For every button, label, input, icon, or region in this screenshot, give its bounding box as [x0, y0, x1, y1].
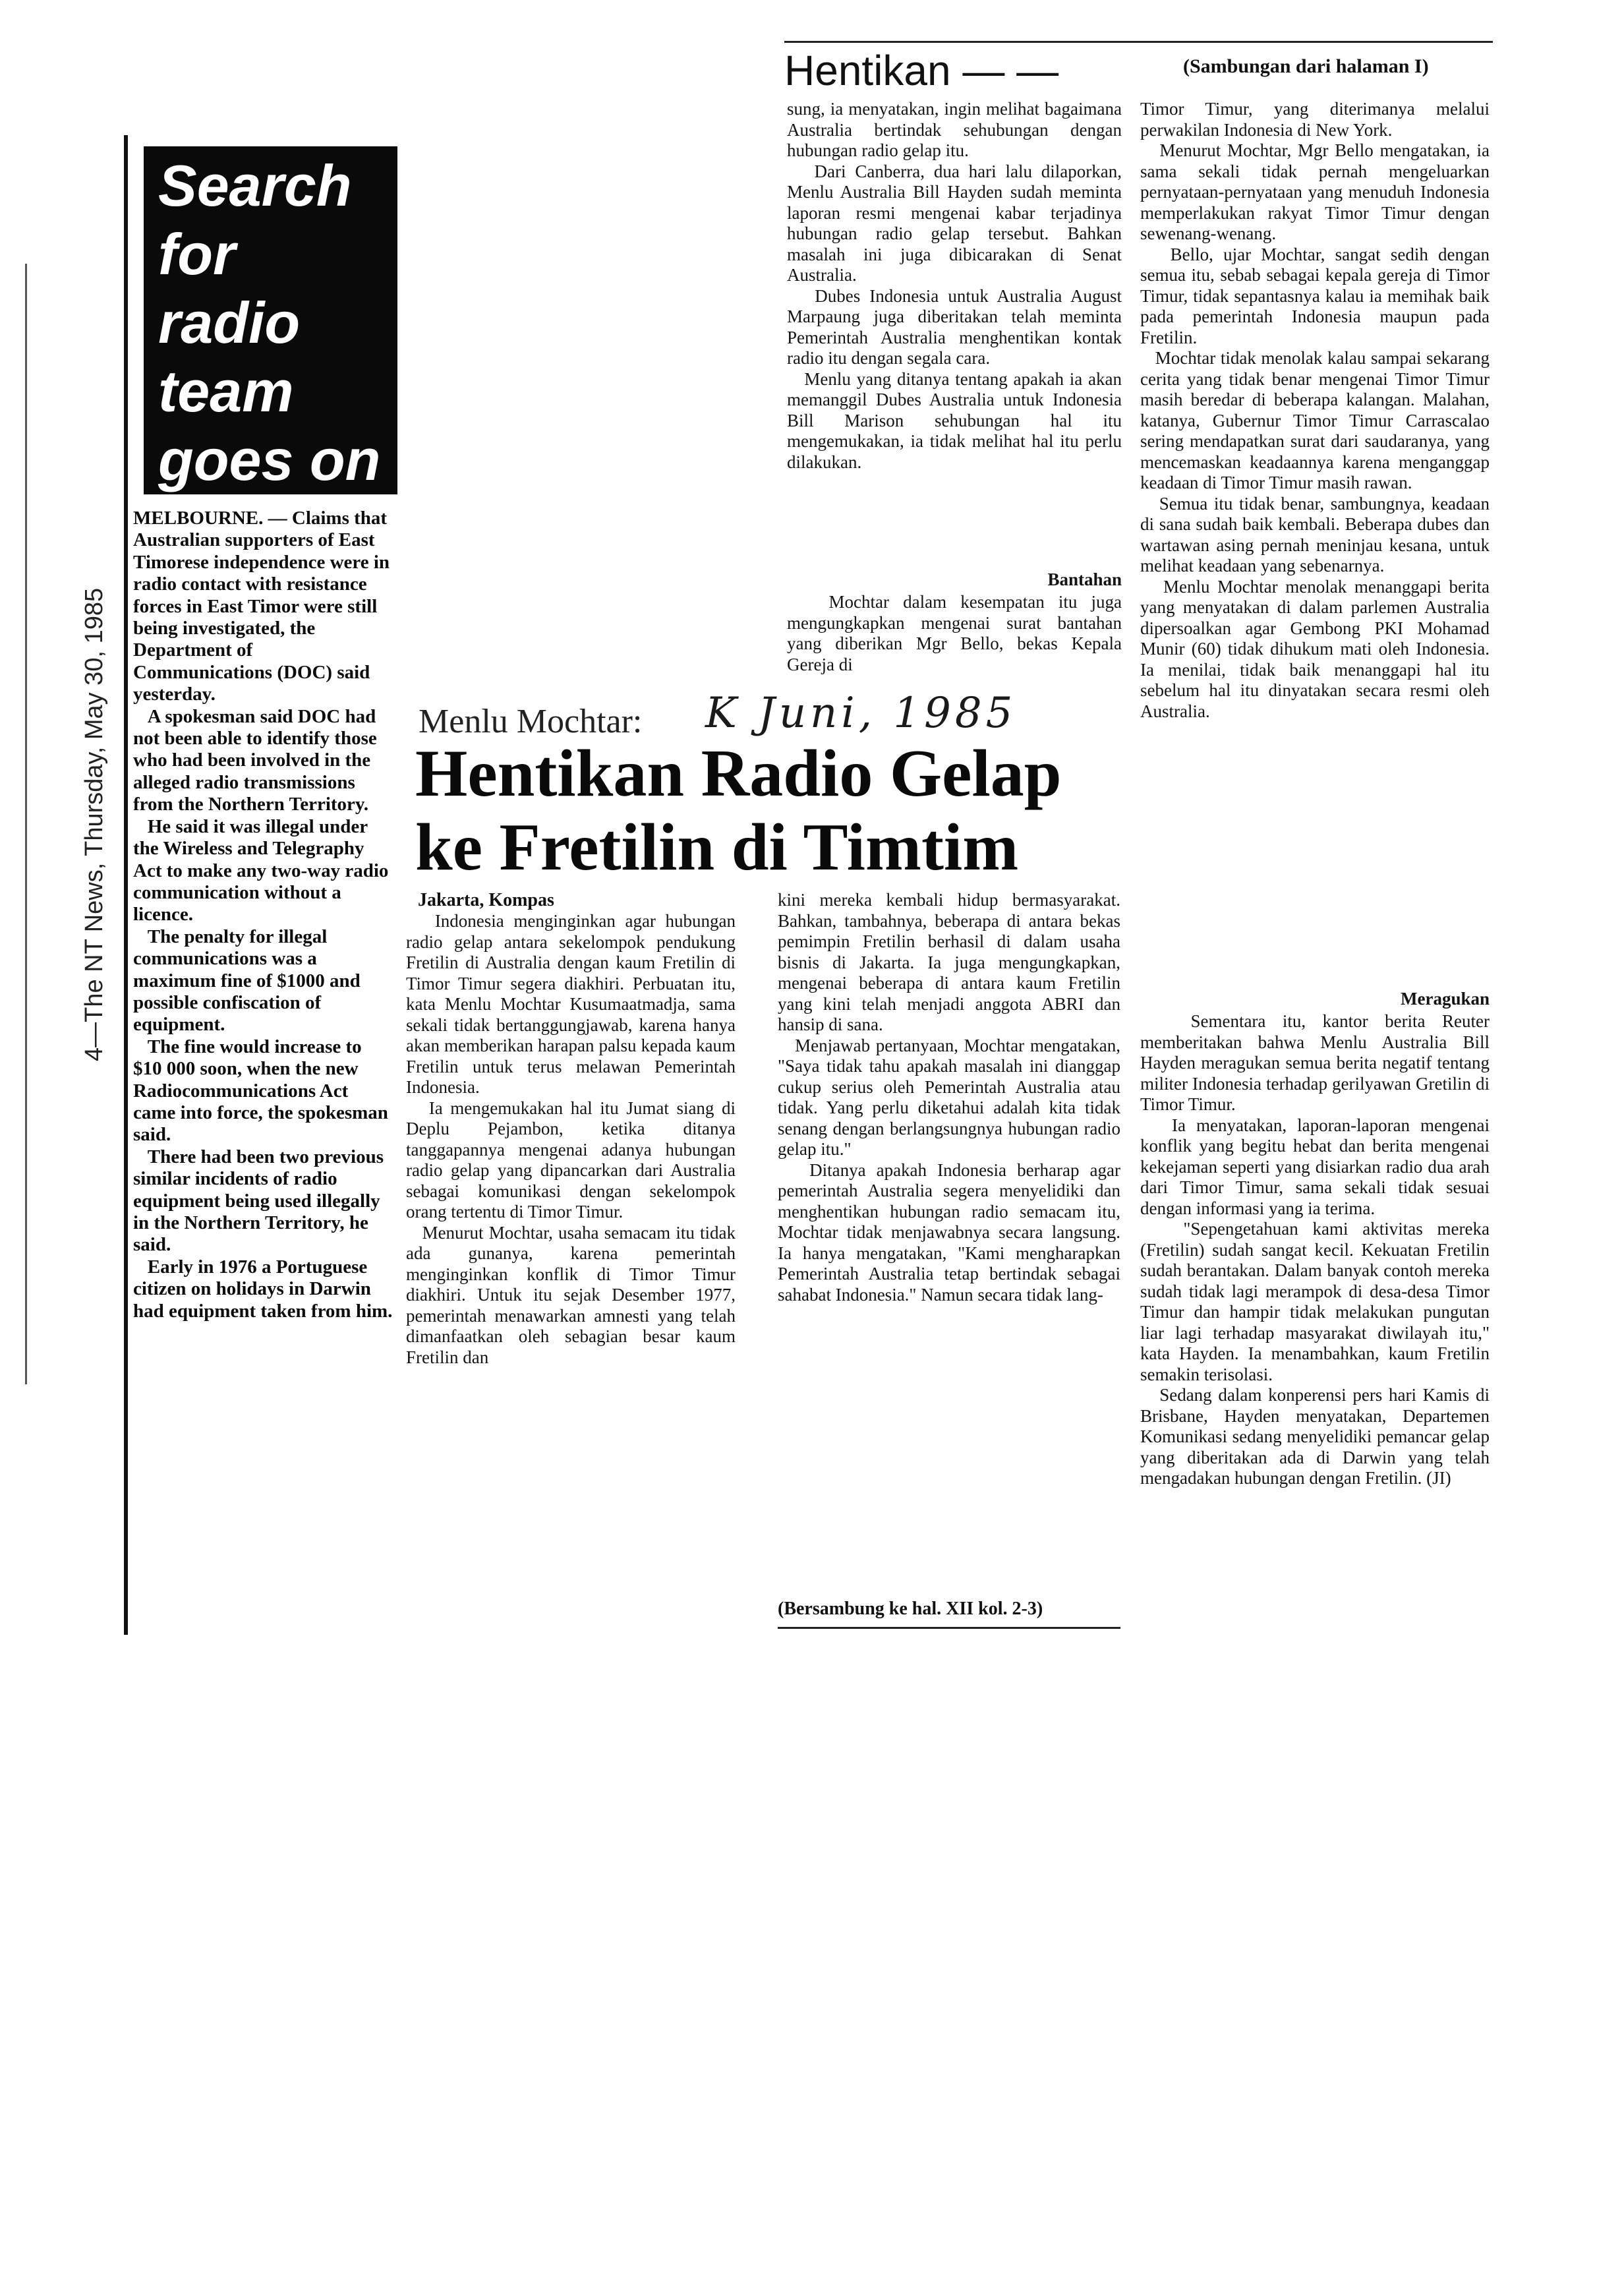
continuation-col2-b: Sementara itu, kantor berita Reuter memberitakan bahwa Menlu Australia Bill Hayden meragukan semua berita negatif tentang militer Indonesia terhadap gerilyawan Gretilin di Timor Timur. Ia menyatakan, laporan-laporan mengenai konflik yang begitu hebat dan berita mengenai kekejaman seperti yang disiarkan radio dua arah dari Timor Timur, sama sekali tidak sesuai dengan informasi yang ia terima. "Sepengetahuan kami aktivitas mereka (Fretilin) sudah sangat kecil. Kekuatan Fretilin sudah berantakan. Dalam banyak contoh mereka sudah tidak lagi merampok di desa-desa Timor Timur dan hampir tidak melakukan pungutan liar lagi terhadap masyarakat diwilayah itu," kata Hayden. Ia menambahkan, kaum Fretilin semakin terisolasi. Sedang dalam konperensi pers hari Kamis di Brisbane, Hayden menyatakan, Departemen Komunikasi sedang menyelidiki pemancar gelap yang diberitakan ada di Darwin yang telah mengadakan hubungan dengan Fretilin. (JI) [1140, 1011, 1490, 1488]
subhead-meragukan: Meragukan [1401, 989, 1490, 1009]
left-article-border [124, 135, 128, 1635]
subhead-bantahan: Bantahan [1047, 570, 1122, 589]
continuation-col1-a: sung, ia menyatakan, ingin melihat bagaimana Australia bertindak sehubungan dengan hubungan radio gelap itu. Dari Canberra, dua hari lalu dilaporkan, Menlu Australia Bill Hayden sudah meminta laporan resmi mengenai kabar terjadinya hubungan radio gelap tersebut. Bahkan masalah ini juga dibicarakan di Senat Australia. Dubes Indonesia untuk Australia August Marpaung juga diberitakan telah meminta Pemerintah Australia menghentikan kontak radio itu dengan segala cara. Menlu yang ditanya tentang apakah ia akan memanggil Dubes Australia untuk Indonesia Bill Marison sehubungan hal itu mengemukakan, ia tidak melihat hal itu perlu dilakukan. [787, 99, 1122, 472]
article-headline-line2: ke Fretilin di Timtim [415, 810, 1019, 885]
continued-note: (Bersambung ke hal. XII kol. 2-3) [778, 1599, 1043, 1619]
left-article-body: MELBOURNE. — Claims that Australian supporters of East Timorese independence were in radio contact with resistance forces in East Timor were still being investigated, the Department of Communications (DOC) said yesterday. A spokesman said DOC had not been able to identify those who had been involved in the alleged radio transmissions from the Northern Territory. He said it was illegal under the Wireless and Telegraphy Act to make any two-way radio communication without a licence. The penalty for illegal communications was a maximum fine of $1000 and possible confiscation of equipment. The fine would increase to $10 000 soon, when the new Radiocommunications Act came into force, the spokesman said. There had been two previous similar incidents of radio equipment being used illegally in the Northern Territory, he said. Early in 1976 a Portuguese citizen on holidays in Darwin had equipment taken from him. [133, 508, 393, 1322]
nt-news-dateline: 4—The NT News, Thursday, May 30, 1985 [80, 587, 108, 1061]
continuation-col1-b: Mochtar dalam kesempatan itu juga mengungkapkan mengenai surat bantahan yang diberikan Mgr Bello, bekas Kepala Gereja di [787, 592, 1126, 674]
handwritten-date-note: K Juni, 1985 [705, 689, 1017, 738]
search-radio-team-headline: Search for radio team goes on [144, 146, 397, 494]
article-col2: kini mereka kembali hidup bermasyarakat. Bahkan, tambahnya, beberapa di antara bekas pemimpin Fretilin berhasil di dalam usaha bisnis di Jakarta. Ia juga mengungkapkan, mengenai beberapa di antara kaum Fretilin yang kini telah menjadi anggota ABRI dan hansip di sana. Menjawab pertanyaan, Mochtar mengatakan, "Saya tidak tahu apakah masalah ini dianggap cukup serius oleh Pemerintah Australia atau tidak. Yang perlu diketahui adalah kita tidak senang dengan berlangsungnya hubungan radio gelap itu." Ditanya apakah Indonesia berharap agar pemerintah Australia segera menyelidiki dan menghentikan hubungan radio semacam itu, Mochtar tidak menjawabnya secara langsung. Ia hanya mengatakan, "Kami mengharapkan Pemerintah Australia tetap bertindak sebagai sahabat Indonesia." Namun secara tidak lang- [778, 890, 1121, 1305]
continuation-top-rule [784, 41, 1493, 43]
article-col1: Indonesia menginginkan agar hubungan radio gelap antara sekelompok pendukung Fretilin di Australia dengan kaum Fretilin di Timor Timur segera diakhiri. Perbuatan itu, kata Menlu Mochtar Kusumaatmadja, sama sekali tidak bertanggungjawab, karena hanya akan memberikan harapan palsu kepada kaum Fretilin untuk terus melawan Pemerintah Indonesia. Ia mengemukakan hal itu Jumat siang di Deplu Pejambon, ketika ditanya tanggapannya mengenai adanya hubungan radio gelap yang dipancarkan dari Australia sebagai komunikasi dengan sekelompok orang tertentu di Timor Timur. Menurut Mochtar, usaha semacam itu tidak ada gunanya, karena pemerintah menginginkan konflik di Timor Timur diakhiri. Untuk itu sejak Desember 1977, pemerintah menawarkan amnesti yang telah dimanfaatkan oleh sebagian besar kaum Fretilin dan [406, 911, 736, 1367]
continuation-note: (Sambungan dari halaman I) [1183, 55, 1429, 77]
continuation-title: Hentikan — — [784, 47, 1059, 94]
article-byline: Jakarta, Kompas [418, 890, 554, 910]
article-kicker: Menlu Mochtar: [419, 703, 643, 740]
article-bottom-rule [778, 1627, 1120, 1629]
clipping-edge-line [25, 264, 27, 1384]
continuation-col2-a: Timor Timur, yang diterimanya melalui perwakilan Indonesia di New York. Menurut Mochtar, Mgr Bello mengatakan, ia sama sekali tidak pernah mengeluarkan pernyataan-pernyataan yang menuduh Indonesia memperlakukan rakyat Timor Timur dengan sewenang-wenang. Bello, ujar Mochtar, sangat sedih dengan semua itu, sebab sebagai kepala gereja di Timor Timur, tidak sepantasnya kalau ia memihak baik pada pemerintah Indonesia maupun pada Fretilin. Mochtar tidak menolak kalau sampai sekarang cerita yang tidak benar mengenai Timor Timur masih beredar di beberapa kalangan. Malahan, katanya, Gubernur Timor Timur Carrascalao sering mendapatkan surat dari saudaranya, yang mencemaskan keadaannya karena menganggap keadaan di Timor Timur masih rawan. Semua itu tidak benar, sambungnya, keadaan di sana sudah baik kembali. Beberapa dubes dan wartawan asing pernah meninjau kesana, untuk melihat keadaan yang sebenarnya. Menlu Mochtar menolak menanggapi berita yang menyatakan di dalam parlemen Australia dipersoalkan agar Gembong PKI Mohamad Munir (60) tidak dihukum mati oleh Indonesia. Ia menilai, tidak baik menanggapi hal itu sebelum hal itu dinyatakan secara resmi oleh Australia. [1140, 99, 1490, 721]
article-headline-line1: Hentikan Radio Gelap [415, 736, 1062, 811]
